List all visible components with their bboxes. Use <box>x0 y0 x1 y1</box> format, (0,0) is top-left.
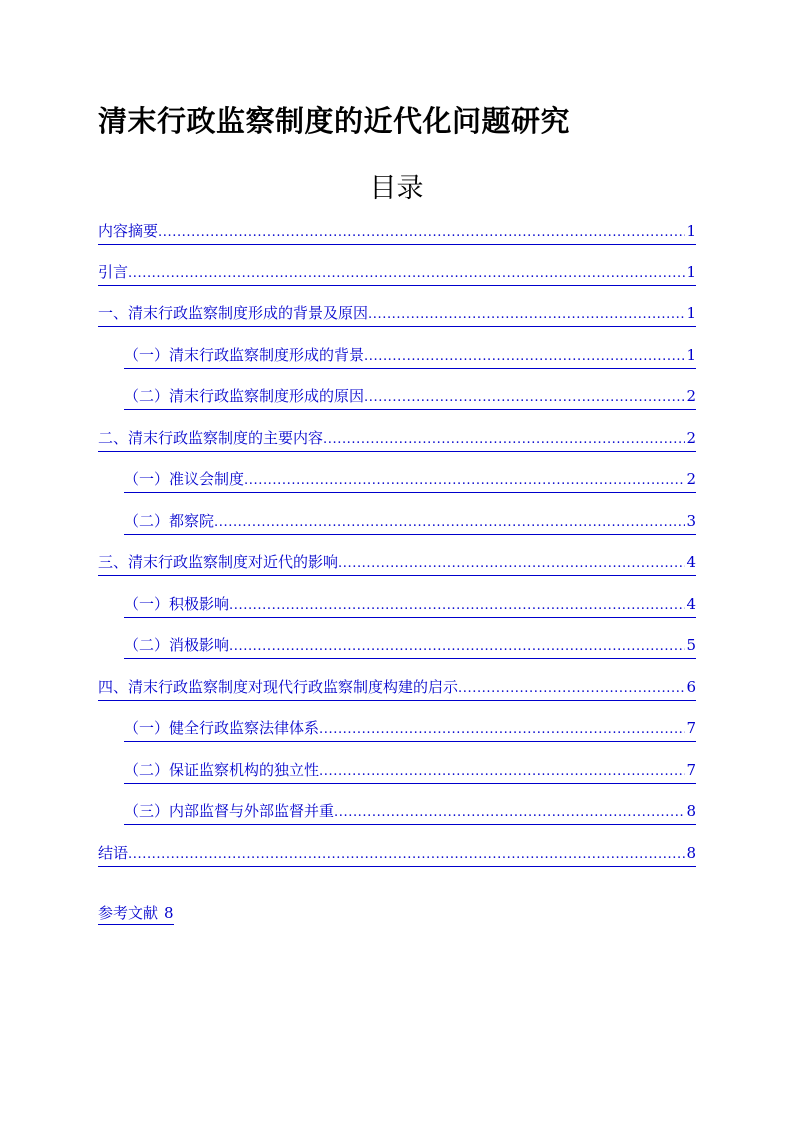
toc-entry-label: 内容摘要 <box>98 222 159 240</box>
toc-entry-label: 参考文献 <box>98 904 159 922</box>
toc-dot-leader <box>368 304 685 326</box>
toc-entry-section-1[interactable] <box>98 302 696 327</box>
toc-dot-leader <box>364 346 685 368</box>
toc-entry-label: （二）保证监察机构的独立性 <box>124 761 320 779</box>
toc-dot-leader <box>338 553 685 575</box>
toc-dot-leader <box>319 719 685 741</box>
toc-page-number: 1 <box>686 304 696 322</box>
toc-entry-section-2-1[interactable] <box>124 468 696 493</box>
toc-page-number: 5 <box>686 636 696 654</box>
toc-entry-label: （二）消极影响 <box>124 636 230 654</box>
toc-entry-section-1-2[interactable] <box>124 385 696 410</box>
toc-page-number: 2 <box>686 429 696 447</box>
toc-page-number: 2 <box>686 387 696 405</box>
toc-entry-section-4-1[interactable] <box>124 717 696 742</box>
toc-entry-section-3-1[interactable] <box>124 593 696 618</box>
toc-entry-references[interactable] <box>98 902 174 925</box>
toc-dot-leader <box>458 678 685 700</box>
toc-entry-label: 引言 <box>98 263 129 281</box>
toc-page-number: 2 <box>686 470 696 488</box>
toc-entry-introduction[interactable] <box>98 261 696 286</box>
toc-dot-leader <box>158 222 685 244</box>
document-title: 清末行政监察制度的近代化问题研究 <box>98 104 571 138</box>
toc-page-number: 7 <box>686 761 696 779</box>
toc-heading: 目录 <box>369 173 424 204</box>
toc-entry-label: （一）积极影响 <box>124 595 230 613</box>
toc-entry-label: （一）健全行政监察法律体系 <box>124 719 320 737</box>
toc-entry-label: （二）都察院 <box>124 512 215 530</box>
toc-dot-leader <box>214 512 685 534</box>
toc-page-number: 3 <box>686 512 696 530</box>
toc-entry-section-4-2[interactable] <box>124 759 696 784</box>
toc-entry-section-2[interactable] <box>98 427 696 452</box>
toc-entry-label: （三）内部监督与外部监督并重 <box>124 802 335 820</box>
toc-entry-section-3[interactable] <box>98 551 696 576</box>
toc-entry-section-2-2[interactable] <box>124 510 696 535</box>
toc-dot-leader <box>128 844 685 866</box>
toc-page-number: 8 <box>164 904 174 922</box>
toc-entry-label: （二）清末行政监察制度形成的原因 <box>124 387 365 405</box>
toc-dot-leader <box>128 263 685 285</box>
toc-entry-conclusion[interactable] <box>98 842 696 867</box>
toc-page-number: 1 <box>686 263 696 281</box>
toc-page-number: 1 <box>686 346 696 364</box>
toc-entry-label: 一、清末行政监察制度形成的背景及原因 <box>98 304 369 322</box>
toc-entry-section-4-3[interactable] <box>124 800 696 825</box>
toc-page-number: 7 <box>686 719 696 737</box>
toc-entry-abstract[interactable] <box>98 220 696 245</box>
toc-entry-label: 结语 <box>98 844 129 862</box>
toc-page-number: 4 <box>686 553 696 571</box>
toc-page-number: 6 <box>686 678 696 696</box>
toc-entry-label: 四、清末行政监察制度对现代行政监察制度构建的启示 <box>98 678 459 696</box>
toc-dot-leader <box>244 470 685 492</box>
toc-page-number: 8 <box>686 802 696 820</box>
toc-page-number: 1 <box>686 222 696 240</box>
toc-dot-leader <box>229 595 685 617</box>
toc-page-number: 4 <box>686 595 696 613</box>
toc-entry-section-3-2[interactable] <box>124 634 696 659</box>
toc-dot-leader <box>229 636 685 658</box>
toc-entry-label: （一）清末行政监察制度形成的背景 <box>124 346 365 364</box>
toc-dot-leader <box>364 387 685 409</box>
toc-dot-leader <box>334 802 685 824</box>
toc-entry-section-1-1[interactable] <box>124 344 696 369</box>
toc-dot-leader <box>323 429 685 451</box>
toc-dot-leader <box>319 761 685 783</box>
toc-page-number: 8 <box>686 844 696 862</box>
toc-entry-label: （一）准议会制度 <box>124 470 245 488</box>
toc-entry-label: 二、清末行政监察制度的主要内容 <box>98 429 324 447</box>
toc-entry-section-4[interactable] <box>98 676 696 701</box>
toc-entry-label: 三、清末行政监察制度对近代的影响 <box>98 553 339 571</box>
